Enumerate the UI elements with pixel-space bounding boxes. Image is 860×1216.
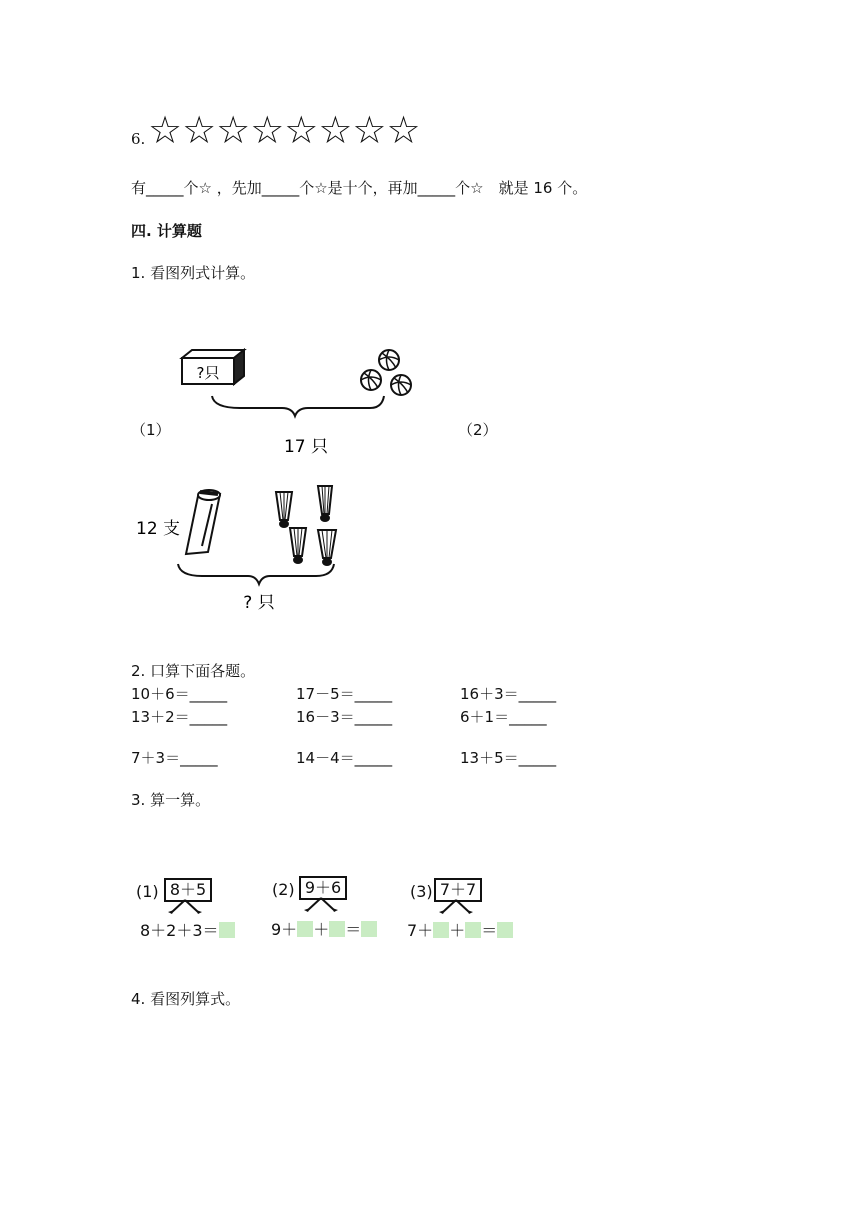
calc-1-equation (140, 918, 235, 941)
calc-2-box: 9＋6 (299, 876, 347, 900)
figure-1-total: 17 只 (283, 437, 329, 457)
answer-box[interactable] (497, 922, 513, 938)
math-item: 10＋6＝_____ (131, 685, 228, 703)
answer-box[interactable] (329, 921, 345, 937)
section-title: 四. 计算题 (131, 222, 202, 240)
figure-2-left-label: 12 支 (136, 519, 181, 539)
question-6-number: 6. (131, 130, 146, 148)
shuttlecock-icon (318, 530, 336, 566)
calc-2-split-arrows (296, 896, 346, 914)
calc-3-part-b: ＋ (449, 921, 466, 940)
question-6-sentence: 有_____个☆ ，先加_____个☆是十个，再加_____个☆ 就是 16 个。 (131, 179, 588, 197)
calc-2-part-c: ＝ (345, 920, 362, 939)
calc-1-split-arrows (160, 898, 210, 916)
calc-3-equation (407, 918, 513, 941)
calc-2-part-b: ＋ (313, 920, 330, 939)
math-item: 13＋2＝_____ (131, 708, 228, 726)
shuttlecock-icon (318, 486, 332, 522)
calc-3-part-a: 7＋ (407, 921, 434, 940)
calc-1-label: (1) (136, 882, 159, 901)
figure-2-total: ? 只 (243, 593, 275, 613)
answer-box[interactable] (219, 922, 235, 938)
calc-1-expression: 8＋2＋3＝ (140, 921, 219, 940)
basketball-icon (391, 375, 411, 395)
answer-box[interactable] (297, 921, 313, 937)
calc-2-part-a: 9＋ (271, 920, 298, 939)
calc-3-box: 7＋7 (434, 878, 482, 902)
calc-2-equation (271, 917, 377, 940)
calc-3-label: (3) (410, 882, 433, 901)
math-item: 16＋3＝_____ (460, 685, 557, 703)
box-question-text: ?只 (196, 364, 220, 382)
calc-3-split-arrows (431, 898, 481, 916)
star-row: ☆☆☆☆☆☆☆☆ (148, 108, 421, 152)
calc-3-part-c: ＝ (481, 921, 498, 940)
math-item: 6＋1＝_____ (460, 708, 547, 726)
problem-1-title: 1. 看图列式计算。 (131, 264, 256, 282)
math-item: 13＋5＝_____ (460, 749, 557, 767)
basketball-icon (379, 350, 399, 370)
math-item: 17－5＝_____ (296, 685, 393, 703)
basketball-icon (361, 370, 381, 390)
problem-2-title: 2. 口算下面各题。 (131, 662, 256, 680)
shuttlecock-icon (276, 492, 292, 528)
calc-2-label: (2) (272, 880, 295, 899)
problem-3-title: 3. 算一算。 (131, 791, 211, 809)
figure-2-tube-and-shuttlecocks (132, 480, 362, 620)
answer-box[interactable] (361, 921, 377, 937)
answer-box[interactable] (465, 922, 481, 938)
math-item: 14－4＝_____ (296, 749, 393, 767)
math-item: 7＋3＝_____ (131, 749, 218, 767)
math-item: 16－3＝_____ (296, 708, 393, 726)
problem-4-title: 4. 看图列算式。 (131, 990, 241, 1008)
shuttlecock-icon (290, 528, 306, 564)
answer-box[interactable] (433, 922, 449, 938)
shuttlecock-tube-icon (186, 490, 220, 554)
figure-2-label: （2） (458, 421, 498, 439)
calc-1-box: 8＋5 (164, 878, 212, 902)
figure-1-box-and-balls (170, 340, 430, 460)
figure-1-label: （1） (131, 421, 171, 439)
